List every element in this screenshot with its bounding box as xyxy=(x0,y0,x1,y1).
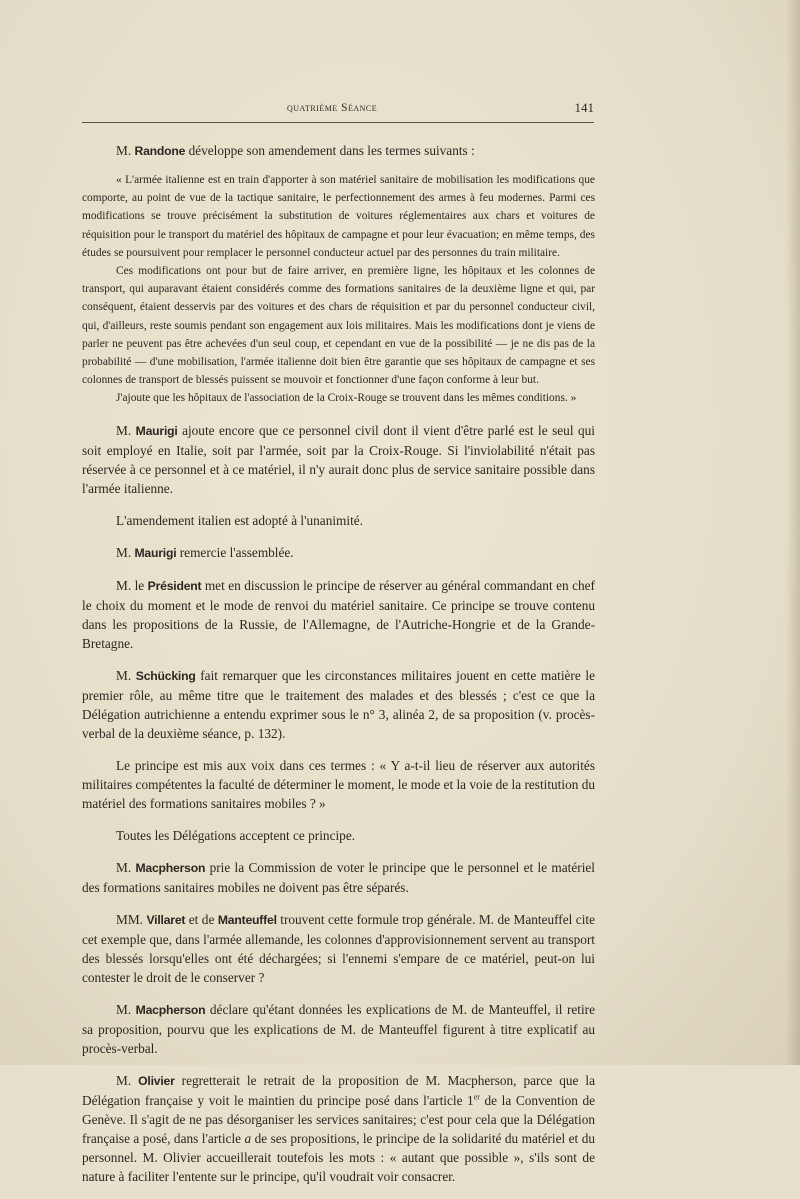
page-body xyxy=(82,141,595,1199)
italic-letter: a xyxy=(244,1130,252,1146)
paragraph-text: met en discussion le principe de réserver au général commandant en chef le choix du moment et le mode de renvoi du matériel sanitaire. Ce principe se trouve contenu dans les propositions de la Russie, de l'Allemagne, de l'Autriche-Hongrie et de la Grande-Bretagne. xyxy=(82,577,595,651)
paragraph-president: M. le Président met en discussion le principe de réserver au général commandant en chef le choix du moment et le mode de renvoi du matériel sanitaire. Ce principe se trouve contenu dans les propositions de la Russie, de l'Allemagne, de l'Autriche-Hongrie et de la Grande-Bretagne. xyxy=(82,577,595,651)
speaker-prefix: MM. xyxy=(116,911,143,927)
speaker-name: Villaret xyxy=(146,912,186,927)
paragraph-text: développe son amendement dans les termes suivants : xyxy=(188,143,475,158)
paragraph-schucking: M. Schücking fait remarquer que les circonstances militaires jouent en cette matière le premier rôle, au même titre que le traitement des malades et des blessés ; c'est ce que la Délégation autrichienne a entendu exprimer sous le n° 3, alinéa 2, de sa proposition (v. procès-verbal de la deuxième séance, p. 132). xyxy=(82,667,595,741)
paragraph-text: déclare qu'étant données les explications de M. de Manteuffel, il retire sa proposition, pourvu que les explications de M. de Manteuffel figurent à titre explicatif au procès-verbal. xyxy=(82,1001,595,1056)
paragraph-text: de la Convention de Genève. Il s'agit de ne pas désorganiser les services sanitaires; c'est pour cela que la Délégation française a posé, dans l'article xyxy=(82,1092,595,1146)
paragraph-text: prie la Commission de voter le principe que le personnel et le matériel des formations sanitaires mobiles ne doivent pas être séparés. xyxy=(82,859,595,895)
paragraph-maurigi: M. Maurigi ajoute encore que ce personnel civil dont il vient d'être parlé est le seul qui soit employé en Italie, soit par l'armée, soit par la Croix-Rouge. Si l'inviolabilité n'était pas réservée à ce personnel et à ce matériel, il n'y aurait donc plus de service sanitaire possible dans l'armée italienne. xyxy=(82,422,595,496)
speaker-name: Macpherson xyxy=(135,1002,206,1017)
page-number: 141 xyxy=(574,100,594,115)
speaker-name: Schücking xyxy=(135,668,196,683)
speaker-name: Macpherson xyxy=(135,860,206,875)
speaker-name: Maurigi xyxy=(134,545,177,560)
quote-paragraph-2: Ces modifications ont pour but de faire arriver, en première ligne, les hôpitaux et les colonnes de transport, qui auparavant étaient considérés comme des formations sanitaires de la deuxième ligne et qui, par conséquent, étaient desservis par des voitures et des chars de réquisition et par du personnel conducteur civil, qui, d'ailleurs, reste soumis pendant son engagement aux lois militaires. Mais les modifications dont je viens de parler ne peuvent pas être achevées d'un seul coup, et cependant en vue de la possibilité — je ne dis pas de la probabilité — d'une mobilisation, l'armée italienne doit bien être garantie que ses hôpitaux de campagne et ses colonnes de transport de blessés puissent se mouvoir et fonctionner d'une façon conforme à leur but. xyxy=(82,265,595,387)
running-head: quatrième Séance xyxy=(287,102,378,114)
speaker-name: Président xyxy=(147,578,202,593)
paragraph-macpherson: M. Macpherson prie la Commission de voter le principe que le personnel et le matériel des formations sanitaires mobiles ne doivent pas être séparés. xyxy=(82,859,595,895)
paragraph-maurigi-thanks: M. Maurigi remercie l'assemblée. xyxy=(116,544,294,560)
paragraph-macpherson-withdraw: M. Macpherson déclare qu'étant données les explications de M. de Manteuffel, il retire sa proposition, pourvu que les explications de M. de Manteuffel figurent à titre explicatif au procès-verbal. xyxy=(82,1001,595,1056)
paragraph-text: remercie l'assemblée. xyxy=(179,544,294,560)
page-header xyxy=(82,102,594,123)
paragraph-text: trouvent cette formule trop générale. M. de Manteuffel cite cet exemple que, dans l'armée allemande, les colonnes d'approvisionnement servent au transport des blessés lorsqu'elles ont été déchargées; si l'ennemi s'empare de ce matériel, peut-on lui contester le droit de le conserver ? xyxy=(82,911,595,985)
speaker-name: Randone xyxy=(134,144,186,158)
paragraph-acceptance: Toutes les Délégations acceptent ce principe. xyxy=(116,827,356,843)
speaker-conjunction: et de xyxy=(188,911,215,927)
paragraph-adoption: L'amendement italien est adopté à l'unanimité. xyxy=(116,512,364,528)
paragraph-text: fait remarquer que les circonstances militaires jouent en cette matière le premier rôle, au même titre que le traitement des malades et des blessés ; c'est ce que la Délégation autrichienne a entendu exprimer sous le n° 3, alinéa 2, de sa proposition (v. procès-verbal de la deuxième séance, p. 132). xyxy=(82,667,595,741)
paragraph-text: de ses propositions, le principe de la solidarité du matériel et du personnel. M. Olivier accueillerait toutefois les mots : « autant que possible », s'ils sont de nature à faciliter l'entente sur le principe, qu'il voudrait voir consacrer. xyxy=(82,1130,595,1184)
speaker-name: Maurigi xyxy=(135,423,178,438)
paragraph-text: regretterait le retrait de la proposition de M. Macpherson, parce que la Délégation française y voit le maintien du principe posé dans l'article 1 xyxy=(82,1072,595,1108)
paragraph-olivier: M. Olivier regretterait le retrait de la proposition de M. Macpherson, parce que la Délégation française y voit le maintien du principe posé dans l'article 1er de la Convention de Genève. Il s'agit de ne pas désorganiser les services sanitaires; c'est pour cela que la Délégation française a posé, dans l'article a de ses propositions, le principe de la solidarité du matériel et du personnel. M. Olivier accueillerait toutefois les mots : « autant que possible », s'ils sont de nature à faciliter l'entente sur le principe, qu'il voudrait voir consacrer. xyxy=(82,1072,595,1184)
speaker-name: Manteuffel xyxy=(217,912,277,927)
paragraph-vote: Le principe est mis aux voix dans ces termes : « Y a-t-il lieu de réserver aux autorités militaires compétentes la faculté de déterminer le moment, le mode et la voie de la restitution du matériel des formations sanitaires mobiles ? » xyxy=(82,757,595,811)
paragraph-randone: M. Randone développe son amendement dans les termes suivants : xyxy=(116,143,475,158)
paragraph-text: ajoute encore que ce personnel civil dont il vient d'être parlé est le seul qui soit employé en Italie, soit par l'armée, soit par la Croix-Rouge. Si l'inviolabilité n'était pas réservée à ce personnel et à ce matériel, il n'y aurait donc plus de service sanitaire possible dans l'armée italienne. xyxy=(82,422,595,496)
superscript: er xyxy=(473,1092,480,1102)
paragraph-villaret-manteuffel xyxy=(82,910,595,987)
quote-paragraph-3: J'ajoute que les hôpitaux de l'association de la Croix-Rouge se trouvent dans les mêmes conditions. » xyxy=(116,392,577,405)
page-spine-shadow xyxy=(786,0,800,1065)
quote-paragraph-1: « L'armée italienne est en train d'apporter à son matériel sanitaire de mobilisation les modifications que comporte, au point de vue de la tactique sanitaire, le perfectionnement des armes à feu modernes. Parmi ces modifications se trouve précisément la substitution de voitures réglementaires aux chars et voitures de réquisition pour le transport du matériel des hôpitaux de campagne et pour leur évacuation; en même temps, des études se poursuivent pour remplacer le personnel conducteur actuel par des personnes du train militaire. xyxy=(82,174,595,259)
speaker-name: Olivier xyxy=(138,1073,175,1088)
